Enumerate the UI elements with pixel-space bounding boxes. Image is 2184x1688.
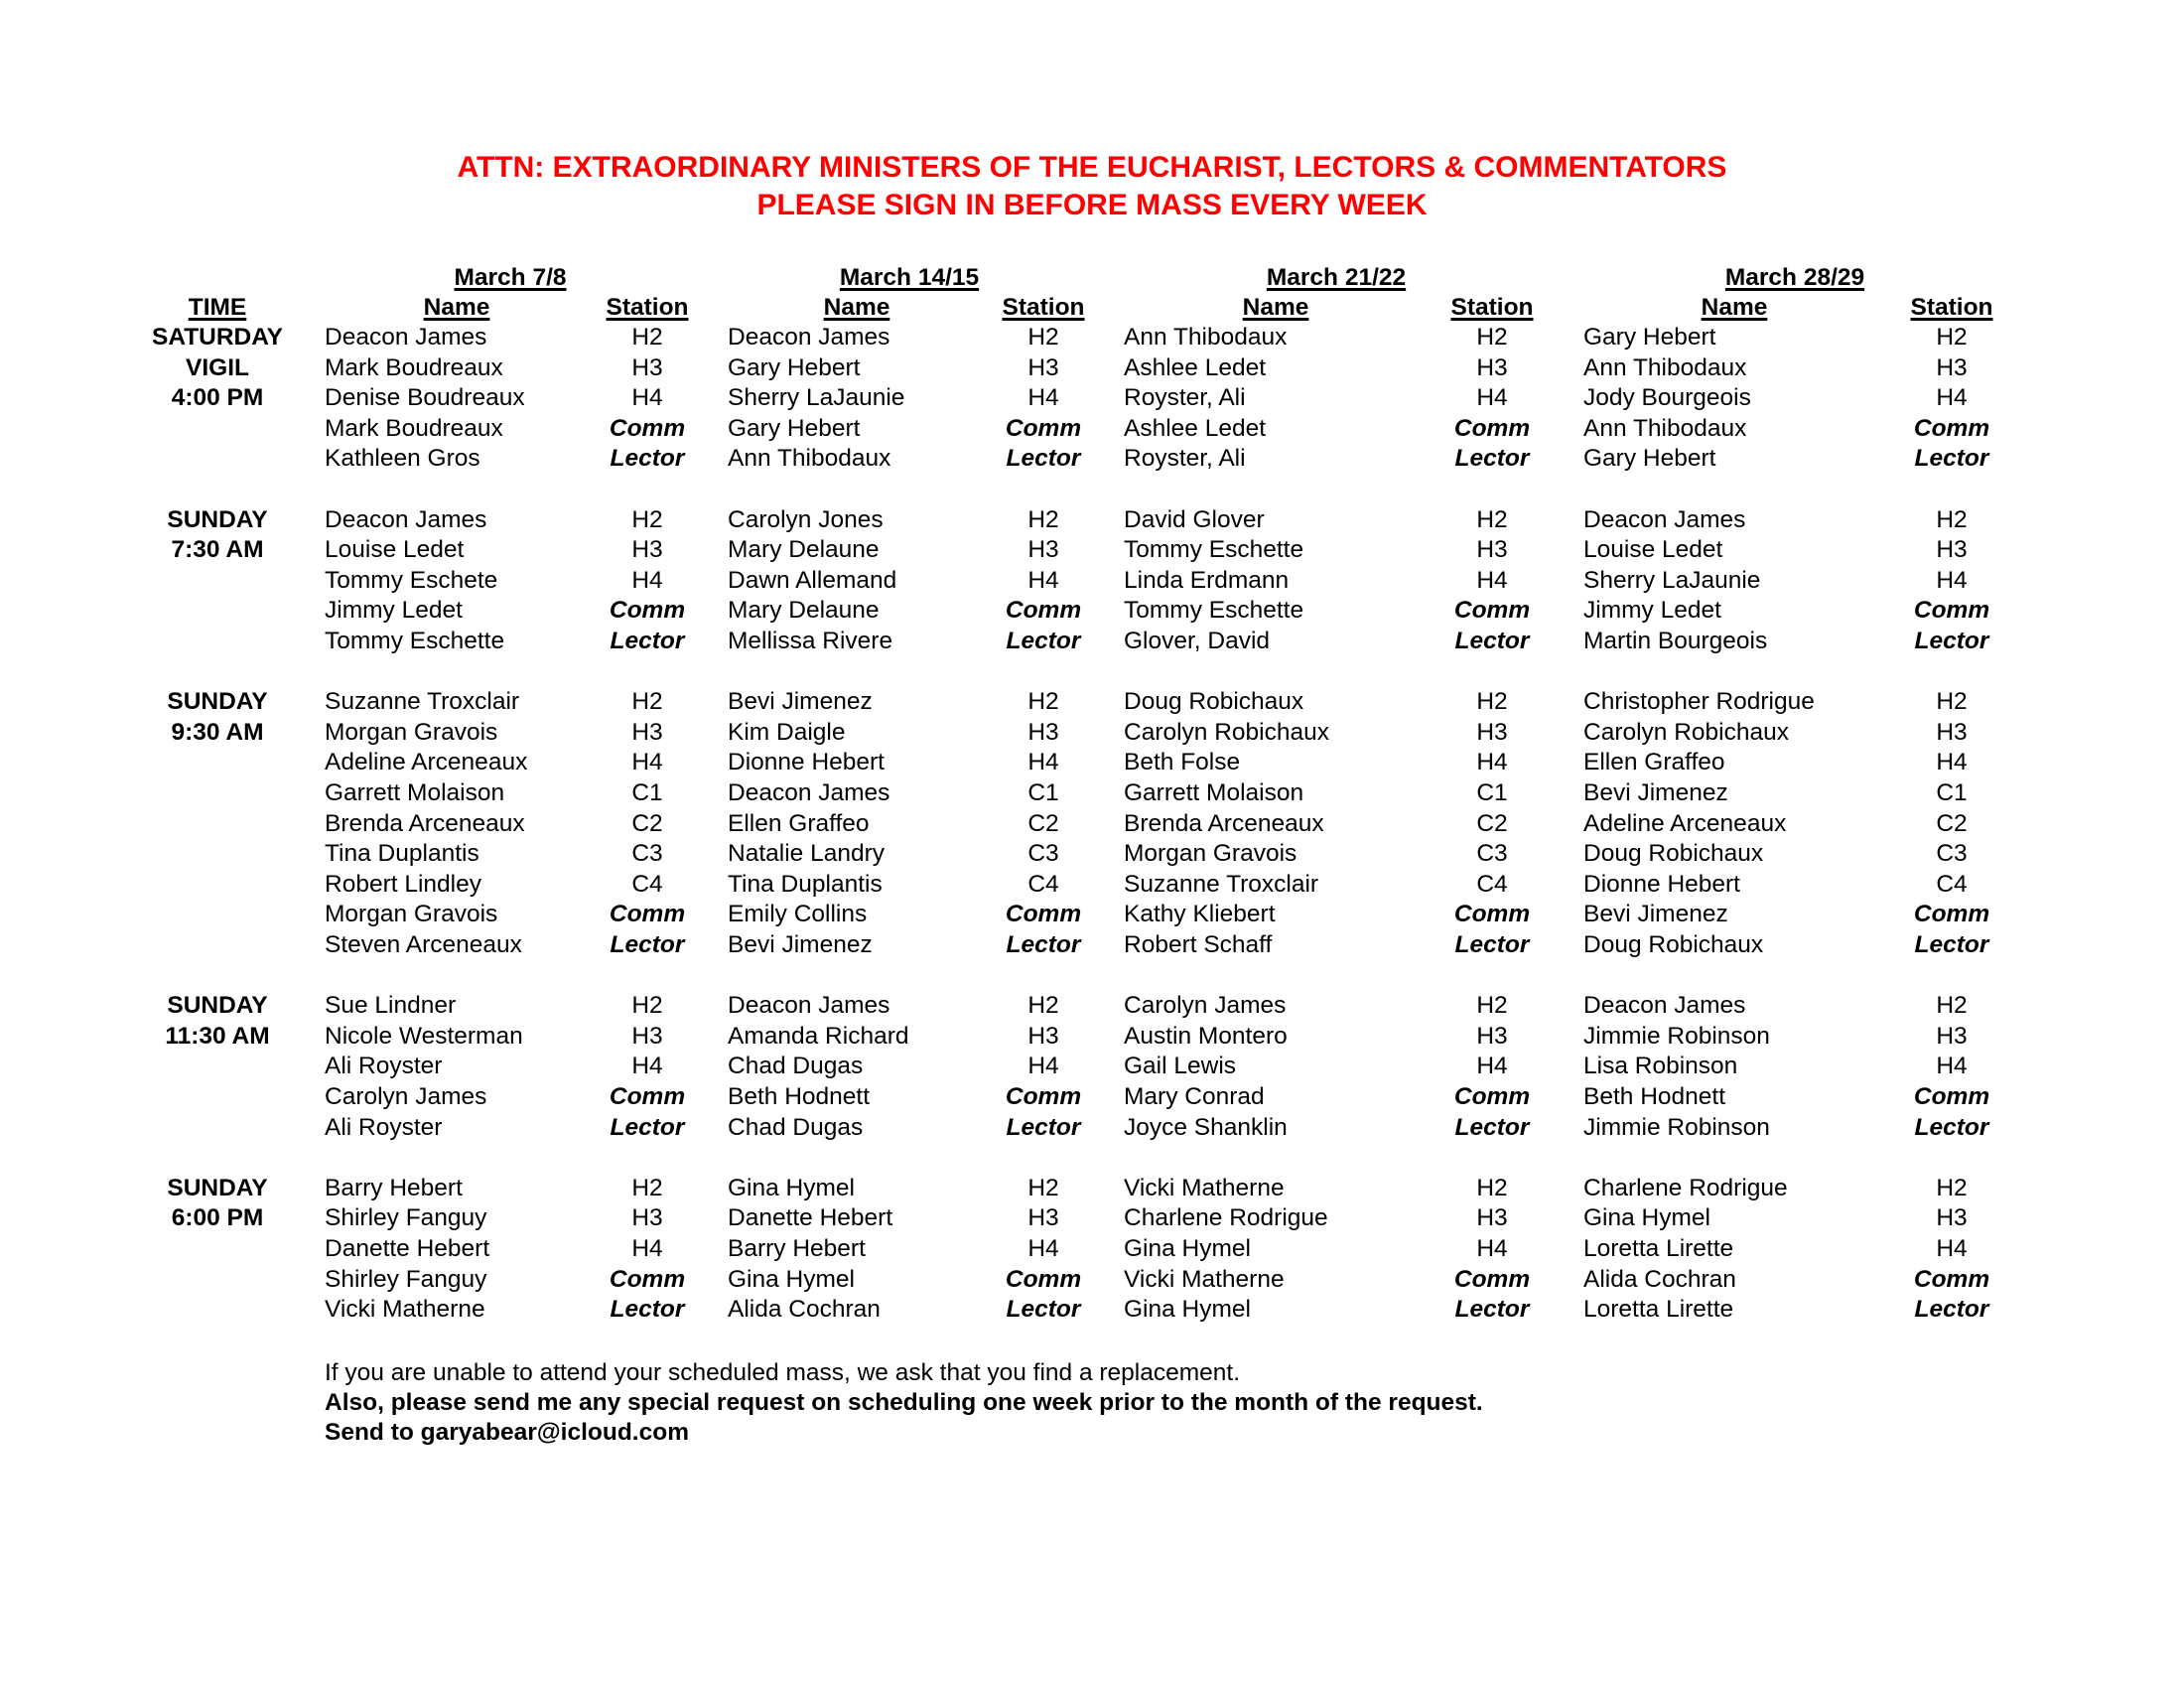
minister-name: Amanda Richard — [728, 1022, 909, 1050]
minister-name: Chad Dugas — [728, 1053, 864, 1080]
minister-name: Tina Duplantis — [325, 840, 479, 868]
station-column-header: Station — [1910, 294, 1993, 321]
station-assignment: H3 — [631, 1022, 663, 1050]
minister-name: Jody Bourgeois — [1583, 384, 1751, 412]
minister-name: Kim Daigle — [728, 718, 846, 746]
station-assignment: H4 — [1027, 384, 1059, 412]
station-assignment: H2 — [1936, 1174, 1968, 1201]
minister-name: Morgan Gravois — [325, 901, 498, 928]
station-assignment: H3 — [1027, 718, 1059, 746]
minister-name: Beth Folse — [1124, 749, 1241, 776]
footer-contact-email: Send to garyabear@icloud.com — [325, 1419, 689, 1446]
minister-name: Charlene Rodrigue — [1124, 1204, 1328, 1232]
station-assignment: C1 — [631, 779, 663, 806]
station-assignment: C4 — [631, 870, 663, 898]
station-assignment: H2 — [1476, 1174, 1508, 1201]
station-assignment: Comm — [1453, 1083, 1531, 1110]
minister-name: Linda Erdmann — [1124, 566, 1290, 594]
minister-name: Dionne Hebert — [1583, 870, 1740, 898]
station-assignment: H2 — [1936, 688, 1968, 716]
minister-name: Brenda Arceneaux — [325, 809, 525, 837]
minister-name: Carolyn Jones — [728, 505, 884, 533]
station-assignment: Lector — [1454, 1296, 1530, 1324]
minister-name: Doug Robichaux — [1124, 688, 1304, 716]
station-assignment: Comm — [1005, 1083, 1082, 1110]
minister-name: Natalie Landry — [728, 840, 885, 868]
station-assignment: Lector — [1006, 628, 1081, 654]
minister-name: Gina Hymel — [1124, 1296, 1251, 1324]
minister-name: Lisa Robinson — [1583, 1053, 1738, 1080]
station-assignment: Comm — [1453, 414, 1531, 442]
minister-name: Gary Hebert — [728, 353, 861, 381]
minister-name: Bevi Jimenez — [728, 931, 873, 958]
station-assignment: H2 — [1027, 992, 1059, 1020]
station-assignment: H4 — [1936, 384, 1968, 412]
minister-name: Ann Thibodaux — [1583, 353, 1747, 381]
minister-name: Carolyn Robichaux — [1124, 718, 1329, 746]
minister-name: Robert Lindley — [325, 870, 481, 898]
station-assignment: H4 — [1027, 1053, 1059, 1080]
station-assignment: Lector — [1454, 628, 1530, 654]
minister-name: Tommy Eschette — [1124, 597, 1304, 625]
station-assignment: H4 — [631, 749, 663, 776]
station-assignment: H3 — [1476, 1022, 1508, 1050]
mass-time-label: 9:30 AM — [171, 718, 264, 746]
station-assignment: H4 — [1476, 566, 1508, 594]
title-line-2: PLEASE SIGN IN BEFORE MASS EVERY WEEK — [756, 189, 1428, 221]
minister-name: Gary Hebert — [1583, 445, 1716, 473]
week-header: March 7/8 — [454, 264, 567, 291]
minister-name: Suzanne Troxclair — [1124, 870, 1319, 898]
name-column-header: Name — [823, 294, 890, 321]
minister-name: Doug Robichaux — [1583, 931, 1764, 958]
station-assignment: H3 — [1936, 536, 1968, 564]
station-assignment: H3 — [1476, 1204, 1508, 1232]
minister-name: Shirley Fanguy — [325, 1204, 487, 1232]
minister-name: Mark Boudreaux — [325, 414, 503, 442]
minister-name: Gina Hymel — [1583, 1204, 1710, 1232]
station-assignment: Lector — [1914, 628, 1989, 654]
mass-time-label: SUNDAY — [167, 992, 268, 1020]
station-assignment: C4 — [1027, 870, 1059, 898]
station-assignment: Comm — [609, 901, 686, 928]
station-column-header: Station — [1002, 294, 1085, 321]
station-assignment: Comm — [1453, 901, 1531, 928]
station-column-header: Station — [606, 294, 689, 321]
station-assignment: H3 — [631, 718, 663, 746]
minister-name: Loretta Lirette — [1583, 1296, 1734, 1324]
minister-name: Jimmy Ledet — [1583, 597, 1721, 625]
station-assignment: Lector — [610, 931, 685, 958]
station-assignment: Lector — [1914, 445, 1989, 473]
minister-name: Deacon James — [728, 992, 890, 1020]
station-assignment: H2 — [1027, 324, 1059, 351]
minister-name: Garrett Molaison — [1124, 779, 1304, 806]
name-column-header: Name — [423, 294, 490, 321]
station-assignment: H4 — [1476, 1235, 1508, 1262]
minister-name: Mary Conrad — [1124, 1083, 1265, 1110]
station-assignment: H3 — [1027, 353, 1059, 381]
station-assignment: Comm — [1913, 1083, 1990, 1110]
minister-name: Bevi Jimenez — [1583, 901, 1728, 928]
minister-name: Ashlee Ledet — [1124, 414, 1267, 442]
minister-name: Tommy Eschette — [325, 628, 505, 654]
minister-name: Mary Delaune — [728, 597, 880, 625]
minister-name: Adeline Arceneaux — [1583, 809, 1787, 837]
station-assignment: H2 — [631, 324, 663, 351]
station-assignment: H3 — [1027, 536, 1059, 564]
minister-name: Emily Collins — [728, 901, 868, 928]
station-assignment: H3 — [1476, 353, 1508, 381]
mass-time-label: SATURDAY — [151, 324, 284, 351]
minister-name: Deacon James — [728, 779, 890, 806]
station-assignment: C2 — [631, 809, 663, 837]
minister-name: Deacon James — [325, 324, 487, 351]
station-assignment: H3 — [1027, 1204, 1059, 1232]
station-assignment: H2 — [1476, 505, 1508, 533]
mass-time-label: 11:30 AM — [165, 1022, 270, 1050]
minister-name: Joyce Shanklin — [1124, 1113, 1288, 1141]
minister-name: Mark Boudreaux — [325, 353, 503, 381]
week-header: March 14/15 — [839, 264, 980, 291]
minister-name: Ashlee Ledet — [1124, 353, 1267, 381]
minister-name: Ellen Graffeo — [1583, 749, 1725, 776]
minister-name: David Glover — [1124, 505, 1265, 533]
minister-name: Jimmy Ledet — [325, 597, 463, 625]
station-assignment: H4 — [631, 1235, 663, 1262]
station-assignment: H4 — [1476, 749, 1508, 776]
station-assignment: Lector — [1454, 931, 1530, 958]
minister-name: Loretta Lirette — [1583, 1235, 1734, 1262]
station-assignment: C3 — [1476, 840, 1508, 868]
minister-name: Ann Thibodaux — [728, 445, 891, 473]
minister-name: Ali Royster — [325, 1053, 443, 1080]
station-assignment: C3 — [631, 840, 663, 868]
minister-name: Gary Hebert — [1583, 324, 1716, 351]
station-assignment: Comm — [1453, 597, 1531, 625]
station-assignment: H4 — [1476, 1053, 1508, 1080]
minister-name: Jimmie Robinson — [1583, 1022, 1770, 1050]
station-assignment: H3 — [1476, 718, 1508, 746]
minister-name: Gail Lewis — [1124, 1053, 1237, 1080]
station-assignment: C2 — [1476, 809, 1508, 837]
mass-time-label: SUNDAY — [167, 688, 268, 716]
station-assignment: H4 — [1936, 566, 1968, 594]
minister-name: Adeline Arceneaux — [325, 749, 528, 776]
minister-name: Beth Hodnett — [1583, 1083, 1726, 1110]
name-column-header: Name — [1701, 294, 1768, 321]
station-assignment: Lector — [1006, 1296, 1081, 1324]
mass-time-label: 6:00 PM — [171, 1204, 264, 1232]
station-assignment: C2 — [1027, 809, 1059, 837]
minister-name: Royster, Ali — [1124, 445, 1246, 473]
footer-note-replacement: If you are unable to attend your scheduled mass, we ask that you find a replacement. — [325, 1359, 1241, 1386]
minister-name: Robert Schaff — [1124, 931, 1273, 958]
minister-name: Bevi Jimenez — [728, 688, 873, 716]
station-assignment: Lector — [610, 1296, 685, 1324]
minister-name: Tommy Eschete — [325, 566, 498, 594]
station-assignment: H2 — [631, 505, 663, 533]
minister-name: Vicki Matherne — [325, 1296, 485, 1324]
station-assignment: H2 — [1936, 992, 1968, 1020]
station-assignment: H2 — [1027, 688, 1059, 716]
minister-name: Charlene Rodrigue — [1583, 1174, 1788, 1201]
station-assignment: H4 — [631, 1053, 663, 1080]
station-assignment: Comm — [1005, 597, 1082, 625]
minister-name: Sherry LaJaunie — [1583, 566, 1761, 594]
minister-name: Gina Hymel — [728, 1265, 855, 1293]
minister-name: Chad Dugas — [728, 1113, 864, 1141]
station-assignment: H3 — [1936, 353, 1968, 381]
station-assignment: H2 — [1936, 324, 1968, 351]
station-assignment: H2 — [631, 992, 663, 1020]
station-assignment: H4 — [1476, 384, 1508, 412]
minister-name: Tina Duplantis — [728, 870, 883, 898]
station-assignment: H2 — [1027, 505, 1059, 533]
station-assignment: Comm — [1913, 901, 1990, 928]
minister-name: Martin Bourgeois — [1583, 628, 1768, 654]
minister-name: Kathy Kliebert — [1124, 901, 1276, 928]
minister-name: Danette Hebert — [325, 1235, 490, 1262]
minister-name: Vicki Matherne — [1124, 1174, 1285, 1201]
minister-name: Christopher Rodrigue — [1583, 688, 1815, 716]
station-column-header: Station — [1450, 294, 1534, 321]
minister-name: Royster, Ali — [1124, 384, 1246, 412]
minister-name: Glover, David — [1124, 628, 1271, 654]
station-assignment: Lector — [1006, 931, 1081, 958]
minister-name: Deacon James — [1583, 505, 1746, 533]
station-assignment: C4 — [1476, 870, 1508, 898]
minister-name: Ali Royster — [325, 1113, 443, 1141]
station-assignment: Comm — [1453, 1265, 1531, 1293]
minister-name: Denise Boudreaux — [325, 384, 525, 412]
minister-name: Deacon James — [325, 505, 487, 533]
station-assignment: C1 — [1936, 779, 1968, 806]
minister-name: Sherry LaJaunie — [728, 384, 905, 412]
footer-note-requests: Also, please send me any special request on scheduling one week prior to the month of the request. — [325, 1389, 1483, 1416]
minister-name: Deacon James — [1583, 992, 1746, 1020]
station-assignment: Comm — [609, 597, 686, 625]
station-assignment: Lector — [1914, 1296, 1989, 1324]
minister-name: Mellissa Rivere — [728, 628, 893, 654]
minister-name: Nicole Westerman — [325, 1022, 523, 1050]
station-assignment: C3 — [1936, 840, 1968, 868]
station-assignment: C1 — [1476, 779, 1508, 806]
minister-name: Morgan Gravois — [325, 718, 498, 746]
station-assignment: Lector — [1914, 931, 1989, 958]
station-assignment: H3 — [1936, 1204, 1968, 1232]
station-assignment: Comm — [609, 414, 686, 442]
minister-name: Ann Thibodaux — [1583, 414, 1747, 442]
station-assignment: Comm — [609, 1083, 686, 1110]
minister-name: Vicki Matherne — [1124, 1265, 1285, 1293]
minister-name: Alida Cochran — [1583, 1265, 1736, 1293]
minister-name: Shirley Fanguy — [325, 1265, 487, 1293]
station-assignment: H4 — [1027, 1235, 1059, 1262]
station-assignment: Lector — [1914, 1113, 1989, 1141]
station-assignment: Lector — [1454, 1113, 1530, 1141]
minister-name: Gina Hymel — [728, 1174, 855, 1201]
station-assignment: H2 — [1476, 992, 1508, 1020]
station-assignment: H2 — [1476, 324, 1508, 351]
station-assignment: Lector — [610, 445, 685, 473]
station-assignment: C1 — [1027, 779, 1059, 806]
station-assignment: C2 — [1936, 809, 1968, 837]
station-assignment: H3 — [1027, 1022, 1059, 1050]
station-assignment: H2 — [631, 688, 663, 716]
minister-name: Louise Ledet — [1583, 536, 1723, 564]
station-assignment: H4 — [1936, 1235, 1968, 1262]
station-assignment: Comm — [1913, 414, 1990, 442]
minister-name: Carolyn James — [325, 1083, 487, 1110]
minister-name: Dionne Hebert — [728, 749, 885, 776]
station-assignment: Lector — [610, 628, 685, 654]
station-assignment: C3 — [1027, 840, 1059, 868]
minister-name: Beth Hodnett — [728, 1083, 871, 1110]
station-assignment: H3 — [631, 1204, 663, 1232]
minister-name: Tommy Eschette — [1124, 536, 1304, 564]
station-assignment: C4 — [1936, 870, 1968, 898]
station-assignment: H2 — [1476, 688, 1508, 716]
station-assignment: Lector — [1006, 445, 1081, 473]
station-assignment: H4 — [631, 384, 663, 412]
minister-name: Brenda Arceneaux — [1124, 809, 1324, 837]
week-header: March 21/22 — [1266, 264, 1407, 291]
minister-name: Gina Hymel — [1124, 1235, 1251, 1262]
minister-name: Austin Montero — [1124, 1022, 1288, 1050]
minister-name: Garrett Molaison — [325, 779, 505, 806]
minister-name: Gary Hebert — [728, 414, 861, 442]
station-assignment: Comm — [1005, 414, 1082, 442]
station-assignment: H4 — [1027, 566, 1059, 594]
minister-name: Suzanne Troxclair — [325, 688, 520, 716]
title-line-1: ATTN: EXTRAORDINARY MINISTERS OF THE EUCHARIST, LECTORS & COMMENTATORS — [457, 151, 1727, 184]
mass-time-label: SUNDAY — [167, 505, 268, 533]
station-assignment: H2 — [1027, 1174, 1059, 1201]
station-assignment: Comm — [1005, 901, 1082, 928]
minister-name: Ann Thibodaux — [1124, 324, 1288, 351]
minister-name: Kathleen Gros — [325, 445, 480, 473]
station-assignment: H3 — [631, 353, 663, 381]
minister-name: Mary Delaune — [728, 536, 880, 564]
mass-time-label: 4:00 PM — [171, 384, 264, 412]
minister-name: Barry Hebert — [325, 1174, 463, 1201]
station-assignment: Comm — [1005, 1265, 1082, 1293]
minister-name: Carolyn Robichaux — [1583, 718, 1789, 746]
name-column-header: Name — [1242, 294, 1309, 321]
station-assignment: H3 — [1936, 1022, 1968, 1050]
minister-name: Danette Hebert — [728, 1204, 893, 1232]
mass-time-label: SUNDAY — [167, 1174, 268, 1201]
minister-name: Louise Ledet — [325, 536, 465, 564]
station-assignment: Lector — [610, 1113, 685, 1141]
station-assignment: Lector — [1454, 445, 1530, 473]
station-assignment: H2 — [631, 1174, 663, 1201]
station-assignment: H3 — [631, 536, 663, 564]
station-assignment: H4 — [1936, 749, 1968, 776]
station-assignment: Comm — [1913, 597, 1990, 625]
minister-name: Jimmie Robinson — [1583, 1113, 1770, 1141]
station-assignment: H3 — [1936, 718, 1968, 746]
minister-name: Dawn Allemand — [728, 566, 897, 594]
week-header: March 28/29 — [1724, 264, 1865, 291]
minister-name: Doug Robichaux — [1583, 840, 1764, 868]
minister-name: Steven Arceneaux — [325, 931, 522, 958]
minister-name: Morgan Gravois — [1124, 840, 1297, 868]
station-assignment: H4 — [631, 566, 663, 594]
minister-name: Ellen Graffeo — [728, 809, 870, 837]
minister-name: Deacon James — [728, 324, 890, 351]
station-assignment: H4 — [1936, 1053, 1968, 1080]
station-assignment: H4 — [1027, 749, 1059, 776]
mass-time-label: VIGIL — [186, 353, 249, 381]
mass-time-label: 7:30 AM — [171, 536, 264, 564]
minister-name: Bevi Jimenez — [1583, 779, 1728, 806]
station-assignment: Comm — [1913, 1265, 1990, 1293]
minister-name: Barry Hebert — [728, 1235, 866, 1262]
station-assignment: H2 — [1936, 505, 1968, 533]
minister-name: Alida Cochran — [728, 1296, 881, 1324]
station-assignment: Comm — [609, 1265, 686, 1293]
minister-name: Sue Lindner — [325, 992, 457, 1020]
time-column-header: TIME — [188, 294, 247, 321]
station-assignment: Lector — [1006, 1113, 1081, 1141]
minister-name: Carolyn James — [1124, 992, 1287, 1020]
station-assignment: H3 — [1476, 536, 1508, 564]
